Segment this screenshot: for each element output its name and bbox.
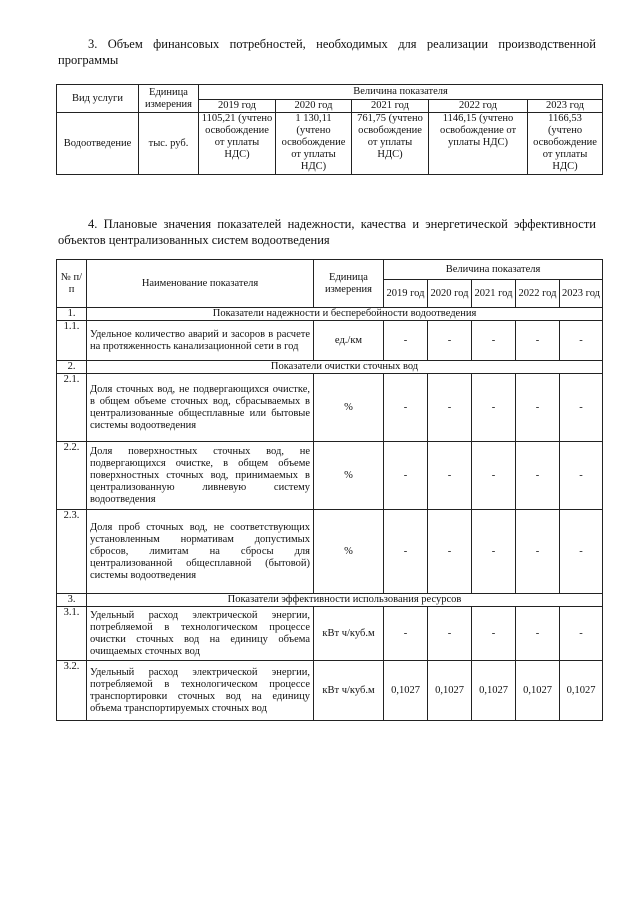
row-value: - [472,607,516,661]
header-year: 2019 год [384,280,428,308]
table-row [57,442,603,510]
header-year: 2021 год [472,280,516,308]
row-num: 1.1. [57,321,87,361]
row-num: 2.2. [57,442,87,510]
header-year: 2023 год [528,100,603,113]
row-name: Удельный расход электрической энергии, потребляемой в технологическом процессе очистки сточных вод на единицу объема очищаемых сточных вод [87,607,314,661]
row-value: - [428,442,472,510]
financial-needs-table [56,84,603,175]
indicators-table [56,259,603,721]
section-row [57,594,603,607]
header-year: 2022 год [516,280,560,308]
section-row [57,361,603,374]
header-year: 2019 год [199,100,276,113]
row-value: - [384,510,428,594]
table-row [57,661,603,721]
row-name: Доля сточных вод, не подвергающихся очистке, в общем объеме сточных вод, сбрасываемых в централизованные общесплавные или бытовые системы водоотведения [87,374,314,442]
row-value: - [560,321,603,361]
row-value: - [516,607,560,661]
row-value: - [472,374,516,442]
service-cell: Водоотведение [57,113,139,175]
row-unit: кВт ч/куб.м [314,607,384,661]
row-name: Доля проб сточных вод, не соответствующих установленным нормативам допустимых сбросов, лимитам на сбросы для централизованной общесплавной (бытовой) системы водоотведения [87,510,314,594]
row-name: Удельный расход электрической энергии, потребляемой в технологическом процессе транспортировки сточных вод на единицу объема транспортируемых сточных вод [87,661,314,721]
row-num: 3.1. [57,607,87,661]
section-3-title: 3. Объем финансовых потребностей, необходимых для реализации производственной программы [58,37,596,67]
row-unit: % [314,442,384,510]
header-year: 2021 год [352,100,429,113]
row-value: - [428,607,472,661]
value-cell: 1 130,11 (учтено освобождение от уплаты НДС) [276,113,352,175]
row-value: - [560,607,603,661]
row-unit: % [314,510,384,594]
section-num: 3. [57,594,87,607]
row-value: - [516,442,560,510]
row-value: - [428,321,472,361]
header-unit: Единица измерения [139,85,199,113]
header-year: 2022 год [429,100,528,113]
row-value: - [384,374,428,442]
row-value: - [428,510,472,594]
value-cell: 761,75 (учтено освобождение от уплаты НДС) [352,113,429,175]
table-row [57,374,603,442]
row-unit: кВт ч/куб.м [314,661,384,721]
table-row [57,113,603,175]
row-unit: ед./км [314,321,384,361]
row-value: - [384,321,428,361]
row-value: - [560,374,603,442]
table-row [57,510,603,594]
row-num: 2.1. [57,374,87,442]
row-name: Удельное количество аварий и засоров в расчете на протяженность канализационной сети в год [87,321,314,361]
table-row [57,607,603,661]
header-value: Величина показателя [199,85,603,100]
section-title: Показатели очистки сточных вод [87,361,603,374]
value-cell: 1105,21 (учтено освобождение от уплаты НДС) [199,113,276,175]
section-4-title: 4. Плановые значения показателей надежности, качества и энергетической эффективности объектов централизованных систем водоотведения [58,217,596,247]
unit-cell: тыс. руб. [139,113,199,175]
row-value: 0,1027 [472,661,516,721]
header-year: 2020 год [428,280,472,308]
row-value: - [560,442,603,510]
value-cell: 1146,15 (учтено освобождение от уплаты НДС) [429,113,528,175]
section-title: Показатели эффективности использования ресурсов [87,594,603,607]
row-value: - [384,442,428,510]
row-value: 0,1027 [384,661,428,721]
row-value: - [516,510,560,594]
section-title: Показатели надежности и бесперебойности водоотведения [87,308,603,321]
row-value: - [472,442,516,510]
value-cell: 1166,53 (учтено освобождение от уплаты НДС) [528,113,603,175]
row-value: - [472,321,516,361]
row-value: 0,1027 [428,661,472,721]
row-value: - [384,607,428,661]
header-year: 2023 год [560,280,603,308]
section-num: 2. [57,361,87,374]
row-value: - [516,321,560,361]
row-value: - [560,510,603,594]
header-year: 2020 год [276,100,352,113]
row-value: - [516,374,560,442]
header-name: Наименование показателя [87,260,314,308]
header-service: Вид услуги [57,85,139,113]
row-num: 3.2. [57,661,87,721]
header-num: № п/п [57,260,87,308]
section-row [57,308,603,321]
section-num: 1. [57,308,87,321]
table-row [57,321,603,361]
row-value: - [472,510,516,594]
row-name: Доля поверхностных сточных вод, не подвергающихся очистке, в общем объеме поверхностных сточных вод, принимаемых в централизованную ливневую систему водоотведения [87,442,314,510]
row-value: 0,1027 [560,661,603,721]
header-unit: Единица измерения [314,260,384,308]
row-unit: % [314,374,384,442]
row-value: - [428,374,472,442]
row-value: 0,1027 [516,661,560,721]
header-value: Величина показателя [384,260,603,280]
row-num: 2.3. [57,510,87,594]
